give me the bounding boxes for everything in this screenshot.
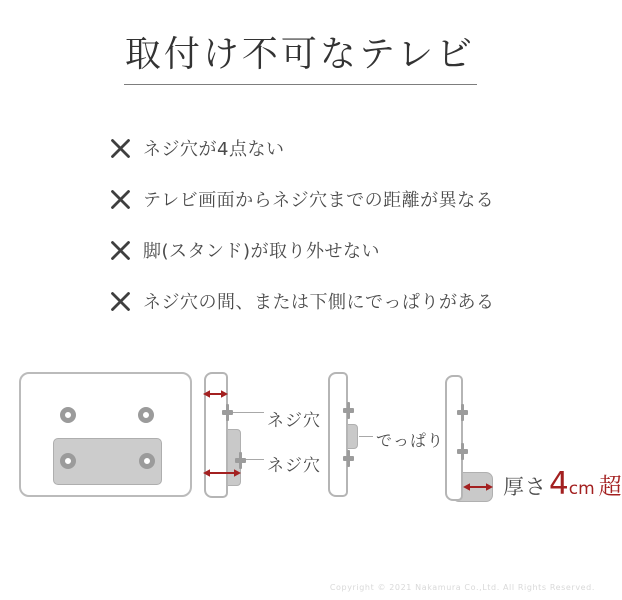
tv-side-view	[445, 375, 463, 501]
screw-stud-icon	[343, 450, 354, 467]
leader-line	[359, 436, 373, 437]
screw-hole-label: ネジ穴	[267, 411, 321, 431]
thickness-value: 4	[549, 466, 569, 502]
depth-arrow-icon	[203, 388, 228, 400]
screw-hole-icon	[139, 453, 155, 469]
issue-label: ネジ穴の間、または下側にでっぱりがある	[143, 292, 495, 313]
copyright-text: Copyright © 2021 Nakamura Co.,Ltd. All Rights Reserved.	[329, 583, 595, 592]
thickness-label	[503, 466, 622, 502]
screw-hole-icon	[138, 407, 154, 423]
page-title: 取付け不可なテレビ	[124, 34, 476, 75]
screw-stud-icon	[457, 443, 468, 460]
protrusion-label: でっぱり	[376, 431, 445, 450]
leader-line	[246, 459, 264, 460]
screw-hole-icon	[60, 407, 76, 423]
leader-line	[233, 412, 264, 413]
screw-stud-icon	[457, 404, 468, 421]
thickness-suffix: 超	[598, 474, 622, 500]
depth-arrow-icon	[203, 467, 241, 479]
issue-label: テレビ画面からネジ穴までの距離が異なる	[143, 190, 495, 211]
screw-stud-icon	[343, 402, 354, 419]
screw-hole-icon	[60, 453, 76, 469]
screw-hole-label: ネジ穴	[267, 456, 321, 476]
thickness-arrow-icon	[463, 481, 493, 493]
screw-stud-icon	[222, 404, 233, 421]
thickness-prefix: 厚さ	[503, 475, 547, 499]
thickness-unit: cm	[568, 479, 595, 499]
issue-label: 脚(スタンド)が取り外せない	[143, 241, 381, 262]
tv-rear-view	[19, 372, 192, 497]
tv-side-view	[328, 372, 348, 497]
issue-label: ネジ穴が4点ない	[143, 139, 285, 160]
